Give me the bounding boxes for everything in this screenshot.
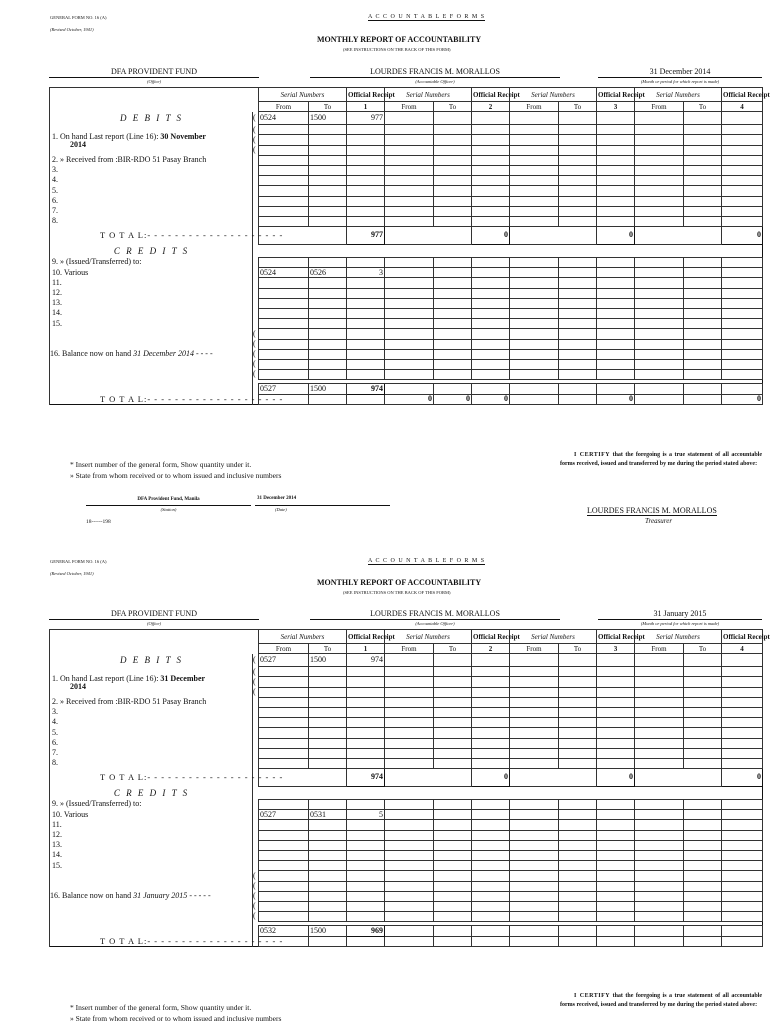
debits-label: D E B I T S (50, 112, 253, 125)
row-9-issued-to: 9. » (Issued/Transferred) to: (50, 258, 253, 268)
top-title: A C C O U N T A B L E F O R M S (368, 14, 486, 20)
to-header: To (434, 644, 472, 654)
certify-lead: I CERTIFY (574, 452, 611, 458)
period-label: (Month or period for which report is made) (640, 621, 720, 626)
certify-text: that the foregoing is a true statement of all accountable forms received, issued and transferred by me during the period stated above: (560, 993, 762, 1008)
from-header: From (510, 644, 559, 654)
note-1: * Insert number of the general form, Show quantity under it. (70, 460, 252, 469)
balance-col-3: 0 (597, 394, 635, 404)
form-number: GENERAL FORM NO. 16 (A) (50, 15, 107, 20)
debit-line-6: 6. (50, 196, 253, 206)
issued-from: 0527 (259, 810, 309, 820)
bracket: ( (253, 880, 256, 890)
serial-numbers-header: Serial Numbers (510, 88, 597, 102)
col-2-header: 2 (472, 102, 510, 112)
serial-numbers-header: Serial Numbers (385, 630, 472, 644)
debit-line-3: 3. (50, 165, 253, 175)
accountable-officer: LOURDES FRANCIS M. MORALLOS (370, 67, 500, 76)
row-16-balance (50, 891, 253, 901)
note-2: » State from whom received or to whom issued and inclusive numbers (70, 471, 282, 480)
report-subtitle: (SEE INSTRUCTIONS ON THE BACK OF THIS FORM) (343, 47, 451, 52)
bracket: ( (253, 870, 256, 880)
credit-line-12: 12. (50, 830, 253, 840)
balance-qty: 974 (347, 384, 385, 394)
station-label: (Station) (160, 507, 177, 512)
row-1-onhand-last-report (50, 667, 253, 698)
serial-numbers-header: Serial Numbers (635, 88, 722, 102)
note-1: * Insert number of the general form, Show quantity under it. (70, 1003, 252, 1012)
issued-qty: 5 (347, 810, 385, 820)
debit-line-3: 3. (50, 707, 253, 717)
onhand-from: 0524 (259, 112, 309, 125)
official-receipt-header-1: Official Receipt (347, 630, 385, 644)
col-1-header: 1 (347, 644, 385, 654)
row-10-various: 10. Various (50, 810, 253, 820)
bracket: ( (253, 144, 256, 154)
debit-total-col-3: 0 (597, 769, 635, 787)
credits-label: C R E D I T S (50, 787, 253, 800)
issued-qty: 3 (347, 268, 385, 278)
form-revised: (Revised October, 1941) (50, 571, 94, 576)
col-4-header: 4 (722, 102, 763, 112)
debit-line-7: 7. (50, 748, 253, 758)
certify-lead: I CERTIFY (574, 993, 611, 999)
debit-line-8: 8. (50, 758, 253, 768)
from-header: From (259, 644, 309, 654)
onhand-from: 0527 (259, 654, 309, 667)
official-receipt-header-4: Official Receipt (722, 88, 763, 102)
row-16-balance (50, 349, 253, 359)
row-10-various: 10. Various (50, 268, 253, 278)
report-period: 31 December 2014 (649, 67, 711, 76)
accountability-table (49, 629, 770, 947)
to-header: To (559, 644, 597, 654)
debit-line-4: 4. (50, 718, 253, 728)
official-receipt-header-2: Official Receipt (472, 88, 510, 102)
debit-total-col-4: 0 (722, 769, 763, 787)
row-1-year: 2014 (70, 682, 86, 692)
credit-total-label: T O T A L:- - - - - - - - - - - - - - - - - - - - (50, 394, 253, 404)
debit-total-col-4: 0 (722, 227, 763, 245)
bracket: ( (253, 112, 256, 122)
debit-total-col-1: 974 (347, 769, 385, 787)
col-3-header: 3 (597, 102, 635, 112)
note-2: » State from whom received or to whom issued and inclusive numbers (70, 1014, 282, 1023)
balance-col-2: 0 (472, 394, 510, 404)
certification (560, 451, 762, 469)
official-receipt-header-2: Official Receipt (472, 630, 510, 644)
official-receipt-header-1: Official Receipt (347, 88, 385, 102)
serial-numbers-header: Serial Numbers (635, 630, 722, 644)
col-4-header: 4 (722, 644, 763, 654)
official-receipt-header-3: Official Receipt (597, 630, 635, 644)
col-2-header: 2 (472, 644, 510, 654)
balance-to: 1500 (309, 384, 347, 394)
debit-total-col-1: 977 (347, 227, 385, 245)
report-subtitle: (SEE INSTRUCTIONS ON THE BACK OF THIS FORM) (343, 590, 451, 595)
bracket: ( (253, 666, 256, 676)
debit-line-5: 5. (50, 186, 253, 196)
to-header: To (559, 102, 597, 112)
credit-line-13: 13. (50, 298, 253, 308)
year-line: 18------198 (86, 519, 111, 525)
officer-label: (Accountable Officer) (415, 621, 455, 626)
balance-to: 1500 (309, 926, 347, 936)
office-name: DFA PROVIDENT FUND (111, 67, 197, 76)
serial-numbers-header: Serial Numbers (510, 630, 597, 644)
onhand-qty: 974 (347, 654, 385, 667)
from-header: From (259, 102, 309, 112)
row-9-issued-to: 9. » (Issued/Transferred) to: (50, 800, 253, 810)
issued-to: 0531 (309, 810, 347, 820)
row-1-label: 1. On hand Last report (Line 16): (52, 131, 159, 141)
official-receipt-header-3: Official Receipt (597, 88, 635, 102)
bracket: ( (253, 901, 256, 911)
form-number: GENERAL FORM NO. 16 (A) (50, 559, 107, 564)
row-16-date: 31 January 2015 (133, 891, 188, 901)
col-1-header: 1 (347, 102, 385, 112)
bracket: ( (253, 134, 256, 144)
debit-line-6: 6. (50, 738, 253, 748)
bracket: ( (253, 891, 256, 901)
bracket: ( (253, 654, 256, 664)
station-name: DFA Provident Fund, Manila (137, 497, 200, 502)
credit-line-12: 12. (50, 288, 253, 298)
balance-col-4: 0 (722, 394, 763, 404)
row-16-label: 16. Balance now on hand (50, 891, 132, 901)
debit-line-4: 4. (50, 176, 253, 186)
to-header: To (684, 644, 722, 654)
credit-total-label: T O T A L:- - - - - - - - - - - - - - - - - - - - (50, 936, 253, 946)
period-label: (Month or period for which report is made) (640, 79, 720, 84)
balance-from: 0532 (259, 926, 309, 936)
debit-line-7: 7. (50, 206, 253, 216)
from-header: From (385, 102, 434, 112)
from-header: From (510, 102, 559, 112)
office-label: (Office) (147, 79, 161, 84)
col-3-header: 3 (597, 644, 635, 654)
bracket: ( (253, 369, 256, 379)
office-name: DFA PROVIDENT FUND (111, 609, 197, 618)
accountable-officer: LOURDES FRANCIS M. MORALLOS (370, 609, 500, 618)
balance-qty: 969 (347, 926, 385, 936)
credits-label: C R E D I T S (50, 245, 253, 258)
certify-text: that the foregoing is a true statement of all accountable forms received, issued and transferred by me during the period stated above: (560, 452, 762, 467)
report-title: MONTHLY REPORT OF ACCOUNTABILITY (317, 578, 482, 587)
debit-line-8: 8. (50, 216, 253, 226)
row-1-date: 31 December (160, 673, 206, 683)
from-header: From (635, 644, 684, 654)
row-16-date: 31 December 2014 (133, 349, 194, 359)
to-header: To (684, 102, 722, 112)
from-header: From (385, 644, 434, 654)
debit-total-col-3: 0 (597, 227, 635, 245)
row-16-dashes: - - - - - (189, 891, 211, 901)
report-date: 31 December 2014 (257, 496, 297, 501)
credit-line-14: 14. (50, 309, 253, 319)
serial-numbers-header: Serial Numbers (259, 88, 347, 102)
debit-total-col-2: 0 (472, 227, 510, 245)
bracket: ( (253, 338, 256, 348)
credit-line-14: 14. (50, 851, 253, 861)
row-2-received-from: 2. » Received from :BIR-RDO 51 Pasay Branch (50, 155, 253, 165)
balance-col-2-b: 0 (434, 394, 472, 404)
report-january-2015 (0, 544, 768, 1024)
credit-line-11: 11. (50, 820, 253, 830)
bracket: ( (253, 328, 256, 338)
signatory-title: Treasurer (645, 517, 673, 525)
bracket: ( (253, 359, 256, 369)
onhand-qty: 977 (347, 112, 385, 125)
credit-line-15: 15. (50, 861, 253, 871)
row-2-received-from: 2. » Received from :BIR-RDO 51 Pasay Branch (50, 697, 253, 707)
row-16-dashes: - - - - (195, 349, 213, 359)
issued-to: 0526 (309, 268, 347, 278)
debit-total-col-2: 0 (472, 769, 510, 787)
row-1-date: 30 November (160, 131, 206, 141)
credit-line-15: 15. (50, 319, 253, 329)
debits-label: D E B I T S (50, 654, 253, 667)
report-period: 31 January 2015 (653, 609, 707, 618)
report-title: MONTHLY REPORT OF ACCOUNTABILITY (317, 35, 482, 44)
debit-total-label: T O T A L:- - - - - - - - - - - - - - - - - - - - (50, 769, 253, 787)
credit-line-11: 11. (50, 278, 253, 288)
bracket: ( (253, 686, 256, 696)
accountability-table (49, 87, 770, 405)
row-1-label: 1. On hand Last report (Line 16): (52, 673, 159, 683)
serial-numbers-header: Serial Numbers (385, 88, 472, 102)
officer-label: (Accountable Officer) (415, 79, 455, 84)
credit-line-13: 13. (50, 840, 253, 850)
to-header: To (434, 102, 472, 112)
date-label: (Date) (275, 507, 287, 512)
debit-total-label: T O T A L:- - - - - - - - - - - - - - - - - - - - (50, 227, 253, 245)
form-revised: (Revised October, 1941) (50, 27, 94, 32)
row-1-year: 2014 (70, 140, 86, 150)
official-receipt-header-4: Official Receipt (722, 630, 763, 644)
onhand-to: 1500 (309, 654, 347, 667)
to-header: To (309, 102, 347, 112)
debit-line-5: 5. (50, 728, 253, 738)
row-1-onhand-last-report (50, 125, 253, 156)
signatory-name: LOURDES FRANCIS M. MORALLOS (587, 506, 717, 515)
serial-numbers-header: Serial Numbers (259, 630, 347, 644)
top-title: A C C O U N T A B L E F O R M S (368, 558, 486, 564)
certification (560, 992, 762, 1010)
row-16-label: 16. Balance now on hand (50, 349, 132, 359)
from-header: From (635, 102, 684, 112)
balance-col-2-a: 0 (385, 394, 434, 404)
to-header: To (309, 644, 347, 654)
onhand-to: 1500 (309, 112, 347, 125)
bracket: ( (253, 124, 256, 134)
bracket: ( (253, 911, 256, 921)
office-label: (Office) (147, 621, 161, 626)
bracket: ( (253, 676, 256, 686)
issued-from: 0524 (259, 268, 309, 278)
bracket: ( (253, 349, 256, 359)
balance-from: 0527 (259, 384, 309, 394)
